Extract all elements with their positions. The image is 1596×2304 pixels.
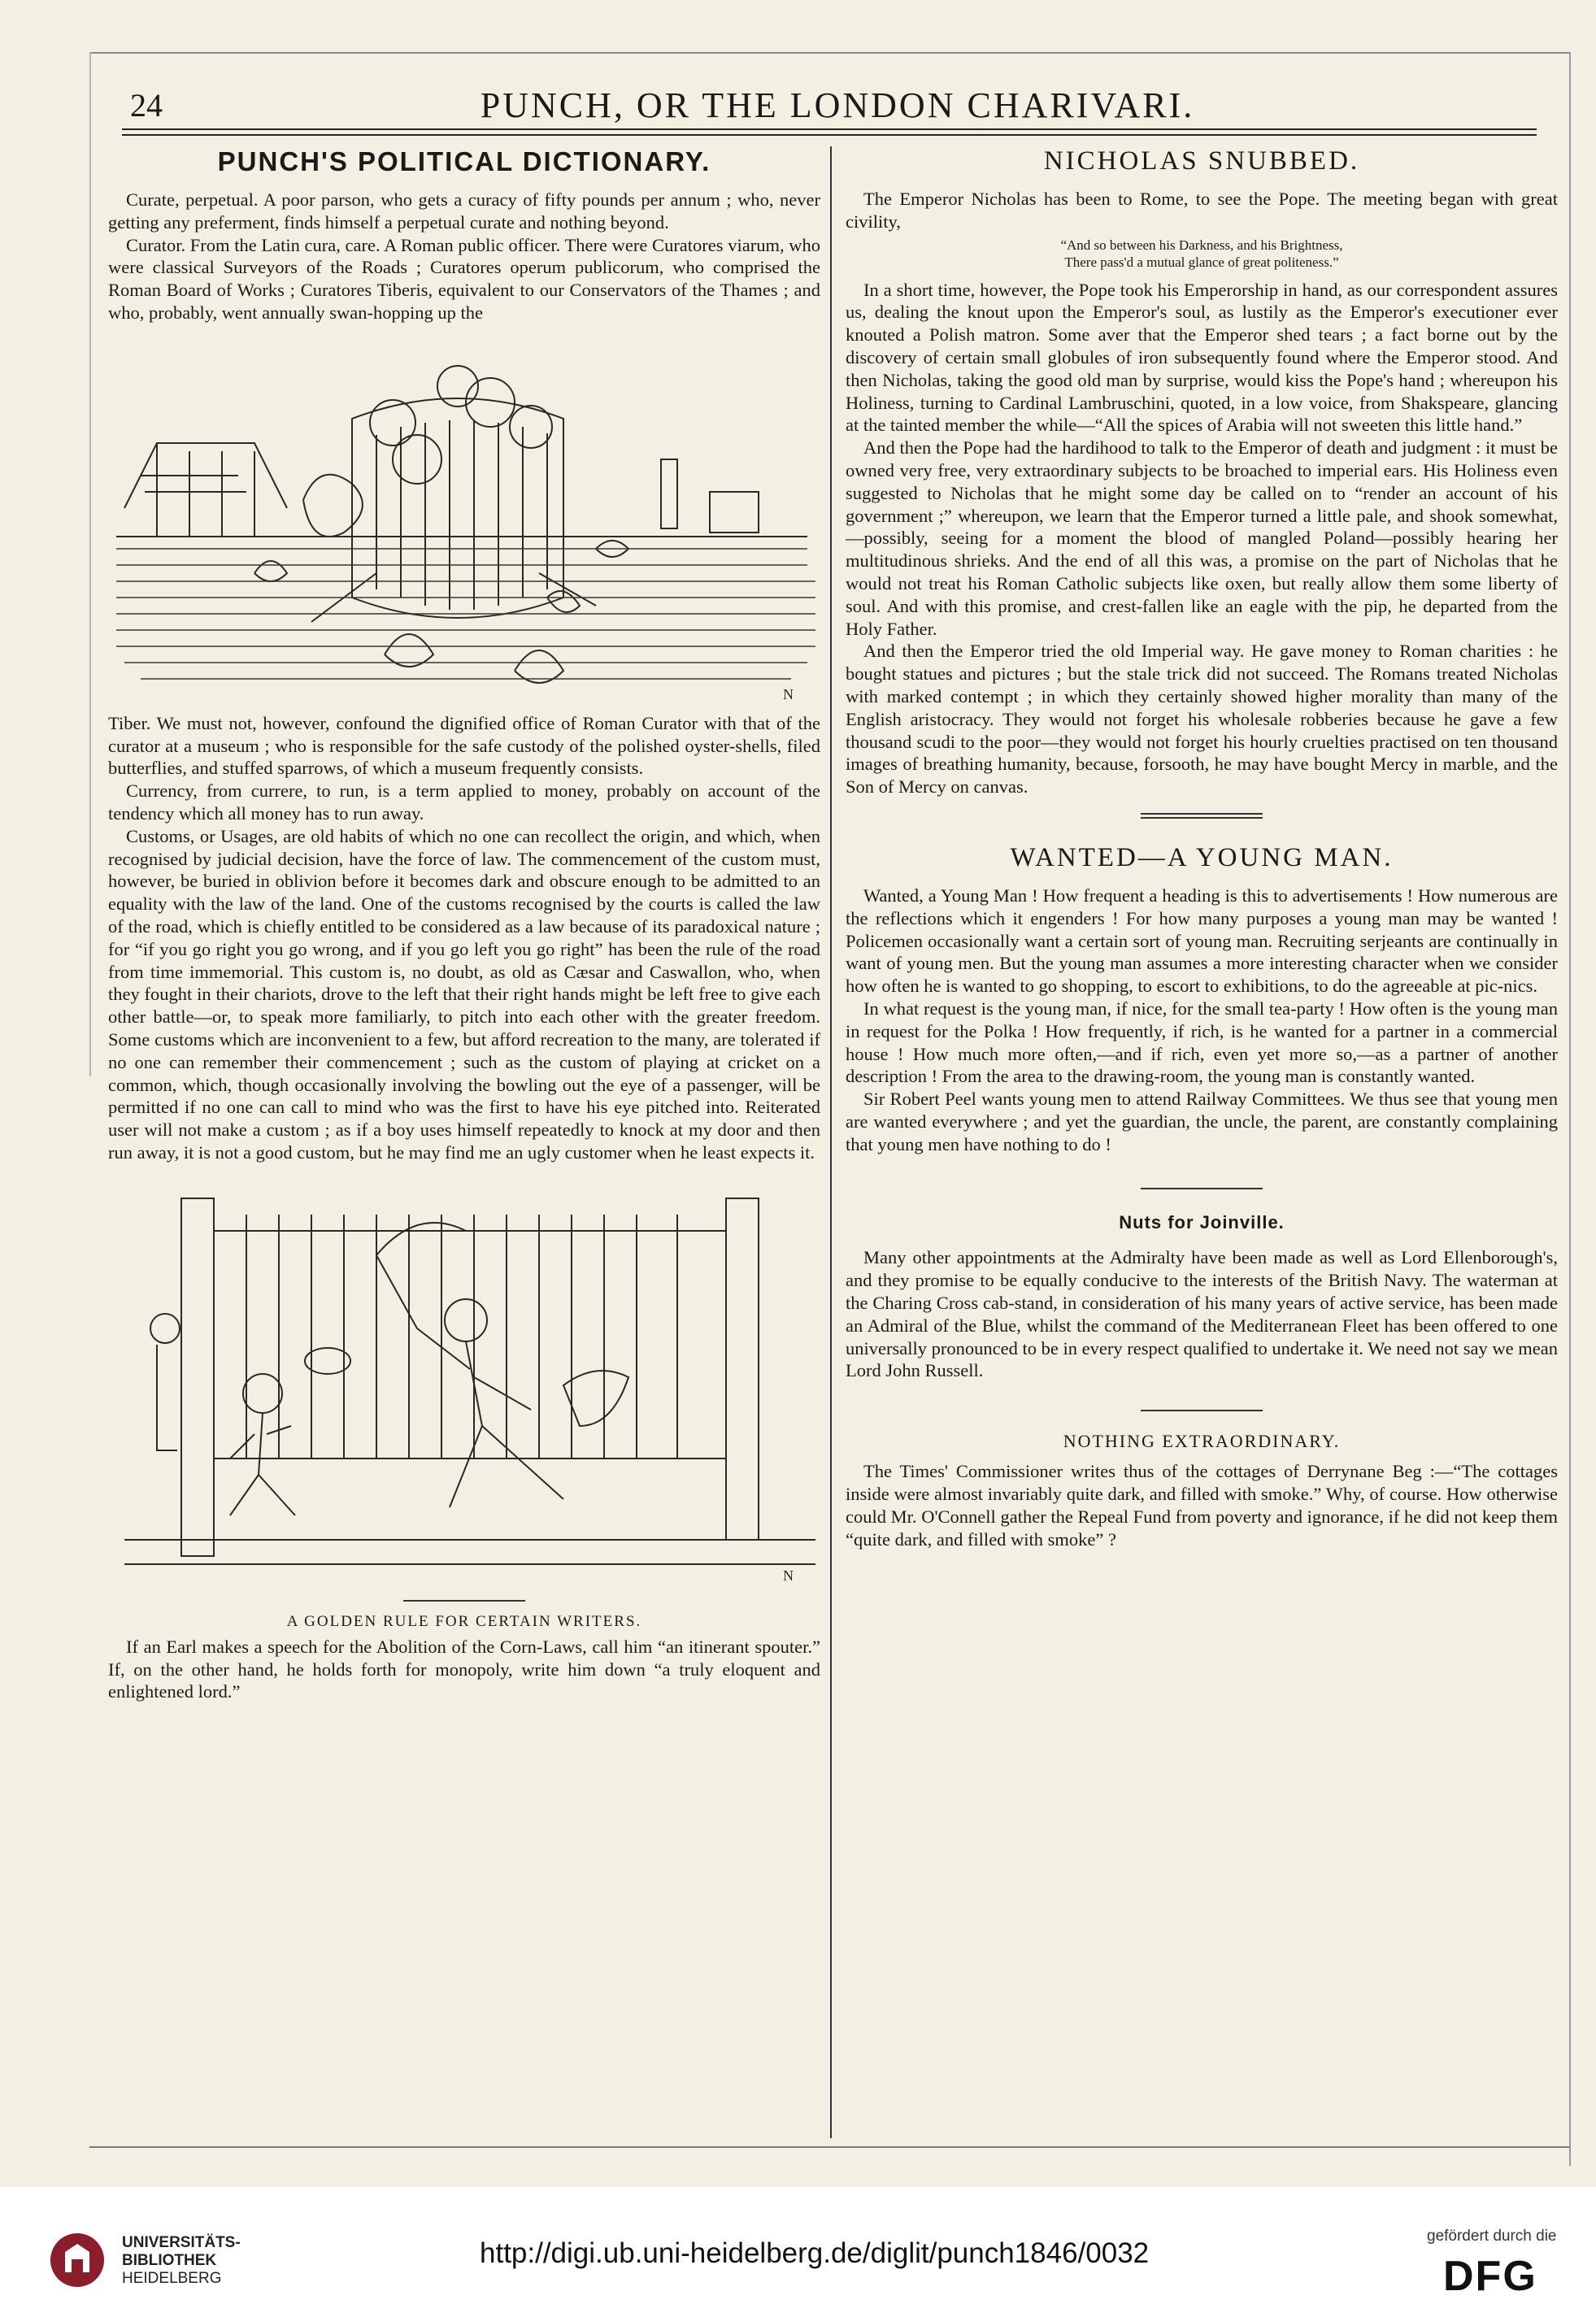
nuts-paragraph: Many other appointments at the Admiralty have been made as well as Lord Ellenborough's, and they promise to be equally conducive to the interests of the British Navy. The waterman at the Charing Cross cab-stand, in consideration of his many years of active service, has been made an Admiral of the Blue, whilst the command of the Mediterranean Fleet has been offered to one universally pronounced to be in every respect qualified to undertake it. We need not say we mean Lord John Russell.	[846, 1247, 1558, 1381]
library-name-line-3: HEIDELBERG	[122, 2270, 222, 2287]
wanted-paragraph-2: In what request is the young man, if nice, for the small tea-party ! How often is the young man in request for the Polka ! How frequently, if rich, is he wanted for a partner in a commercial house ! How much more often,—and if rich, even yet more so,—as a partner of another description ! From the area to the drawing-room, the young man is constantly wanted.	[846, 998, 1558, 1087]
page-header	[130, 81, 1545, 140]
source-url-link[interactable]: http://digi.ub.uni-heidelberg.de/diglit/punch1846/0032	[480, 2237, 1150, 2269]
section-rule	[403, 1600, 525, 1602]
entry-currency: Currency, from currere, to run, is a term applied to money, probably on account of the tendency which all money has to run away.	[108, 780, 820, 824]
verse-quote	[846, 237, 1558, 271]
page-frame-top	[89, 52, 1569, 54]
page-frame-right	[1569, 52, 1571, 2166]
artist-signature: N	[783, 685, 794, 702]
door-knocker-illustration	[108, 1182, 820, 1589]
nothing-title: NOTHING EXTRAORDINARY.	[1063, 1431, 1341, 1452]
golden-rule-text: If an Earl makes a speech for the Abolition of the Corn-Laws, call him “an itinerant spouter.” If, on the other hand, he holds forth for monopoly, write him down “a truly eloquent and enlightened lord.”	[108, 1636, 820, 1702]
library-name	[122, 2234, 241, 2288]
entry-curator: Curator. From the Latin cura, care. A Roman public officer. There were Curatores viarum, who were classical Surveyors of the Roads ; Curatores operum publicorum, who comprised the Roman Board of Works ; Curatores Tiberis, equivalent to our Conservators of the Thames ; and who, probably, went annually swan-hopping up the	[108, 234, 820, 323]
section-rule	[1141, 1410, 1263, 1411]
nicholas-paragraph-1: The Emperor Nicholas has been to Rome, to see the Pope. The meeting began with great civility,	[846, 189, 1558, 232]
nuts-title: Nuts for Joinville.	[1119, 1212, 1285, 1233]
swan-boat-illustration	[108, 329, 820, 707]
golden-rule-title: A GOLDEN RULE FOR CERTAIN WRITERS.	[286, 1612, 642, 1630]
section-rule	[1141, 813, 1263, 819]
funded-by-label: gefördert durch die	[1427, 2228, 1557, 2245]
page-number: 24	[130, 87, 163, 124]
page-bottom-rule	[89, 2146, 1569, 2148]
section-rule	[1141, 1188, 1263, 1189]
header-rule	[122, 134, 1537, 136]
door-knocker-drawing	[108, 1182, 820, 1589]
swan-boat-drawing	[108, 329, 820, 707]
nicholas-title: NICHOLAS SNUBBED.	[1043, 146, 1360, 176]
page-frame-left	[89, 52, 91, 1076]
artist-signature: N	[783, 1567, 794, 1584]
nicholas-paragraph-3: And then the Pope had the hardihood to talk to the Emperor of death and judgment : it must be owned very free, very extraordinary subjects to be broached to imperial ears. His Holiness even suggested to Nicholas that he might some day be called on to “render an account of his government ;” whereupon, we learn that the Emperor turned a little pale, and shook somewhat,—possibly, seeing for a moment the blood of mangled Poland—possibly hearing her multitudinous shrieks. And the end of all this was, a promise on the part of Nicholas that he would not treat his Roman Catholic subjects like oxen, but really allow them some liberty of soul. And with this promise, and crest-fallen like an eagle with the pip, he departed from the Holy Father.	[846, 437, 1558, 639]
wanted-paragraph-1: Wanted, a Young Man ! How frequent a heading is this to advertisements ! How numerous are the reflections which it engenders ! For how many purposes a young man may be wanted ! Policemen occasionally want a certain sort of young man. Recruiting serjeants are continually in want of young men. But the young man assumes a more interesting character when we consider how often he is wanted to go shopping, to escort to exhibitions, to do the agreeable at pic-nics.	[846, 885, 1558, 997]
nothing-paragraph: The Times' Commissioner writes thus of the cottages of Derrynane Beg :—“The cottages inside were almost invariably quite dark, and filled with smoke.” Why, of course. How otherwise could Mr. O'Connell gather the Repeal Fund from poverty and ignorance, if he did not keep them “quite dark, and filled with smoke” ?	[846, 1461, 1558, 1550]
verse-line-1: “And so between his Darkness, and his Brightness,	[1060, 237, 1343, 253]
nicholas-paragraph-2: In a short time, however, the Pope took his Emperorship in hand, as our correspondent assures us, dealing the knout upon the Emperor's soul, as lustily as the Emperor's executioner ever knouted a Polish matron. Some aver that the Emperor shed tears ; a fact borne out by the discovery of certain small globules of iron subsequently found where the Emperor stood. And then Nicholas, taking the good old man by surprise, would kiss the Pope's hand ; whereupon his Holiness, turning to Cardinal Lambruschini, quoted, in a low voice, from Shakspeare, glancing at the tainted member the while—“All the spices of Arabia will not sweeten this little hand.”	[846, 279, 1558, 436]
entry-curator-continued: Tiber. We must not, however, confound the dignified office of Roman Curator with that of the curator at a museum ; who is responsible for the safe custody of the polished oyster-shells, filed butterflies, and stuffed sparrows, of which a museum frequently consists.	[108, 712, 820, 779]
verse-line-2: There pass'd a mutual glance of great politeness.”	[1064, 254, 1339, 270]
nicholas-paragraph-4: And then the Emperor tried the old Imperial way. He gave money to Roman charities : he bought statues and pictures ; but the stale trick did not succeed. The Romans treated Nicholas with marked contempt ; in which they certainly showed higher morality than many of the English aristocracy. They would not forget his wholesale robberies because he gave a few thousand scudi to the poor—they would not forget his hourly cruelties practised on ten thousand images of breathing humanity, because, forsooth, he may have bought Mercy in marble, and the Son of Mercy on canvas.	[846, 641, 1558, 798]
header-rule	[122, 128, 1537, 130]
library-name-line-1: UNIVERSITÄTS-	[122, 2234, 241, 2251]
column-divider	[830, 146, 832, 2138]
dfg-logo: DFG	[1443, 2253, 1537, 2300]
left-column	[108, 146, 820, 1703]
dictionary-title: PUNCH'S POLITICAL DICTIONARY.	[217, 146, 711, 176]
wanted-paragraph-3: Sir Robert Peel wants young men to attend Railway Committees. We thus see that young men are wanted everywhere ; and yet the guardian, the uncle, the parent, are constantly complaining that young men have nothing to do !	[846, 1089, 1558, 1154]
running-title: PUNCH, OR THE LONDON CHARIVARI.	[480, 85, 1195, 125]
library-name-line-2: BIBLIOTHEK	[122, 2252, 217, 2269]
university-library-logo-icon	[49, 2232, 106, 2289]
right-column	[846, 146, 1558, 1550]
wanted-title: WANTED—A YOUNG MAN.	[1010, 842, 1394, 872]
entry-curate: Curate, perpetual. A poor parson, who gets a curacy of fifty pounds per annum ; who, never getting any preferment, finds himself a perpetual curate and nothing beyond.	[108, 189, 820, 233]
entry-customs: Customs, or Usages, are old habits of which no one can recollect the origin, and which, when recognised by judicial decision, have the force of law. The commencement of the custom must, however, be buried in oblivion before it becomes dark and obscure enough to be admitted to an equality with the law of the land. One of the customs recognised by the courts is called the law of the road, which is chiefly entitled to be considered as a law because of its paradoxical nature ; for “if you go right you go wrong, and if you go left you go right” has been the rule of the road from time immemorial. This custom is, no doubt, as old as Cæsar and Caswallon, who, when they fought in their chariots, drove to the left that their right hands might be left free to give each other battle—or, to speak more familiarly, to pitch into each other with the greater freedom. Some customs which are inconvenient to a few, but afford recreation to the many, are tolerated if no one can remember their commencement ; such as the custom of playing at cricket on a common, which, though occasionally involving the bowling out the eye of a passenger, will be permitted if no one can call to mind who was the first to have his eye pitched into. Reiterated user will not make a custom ; as if a boy uses himself repeatedly to knock at my door and then run away, it is not a good custom, but he may find me an ugly customer when he least expects it.	[108, 825, 820, 1163]
